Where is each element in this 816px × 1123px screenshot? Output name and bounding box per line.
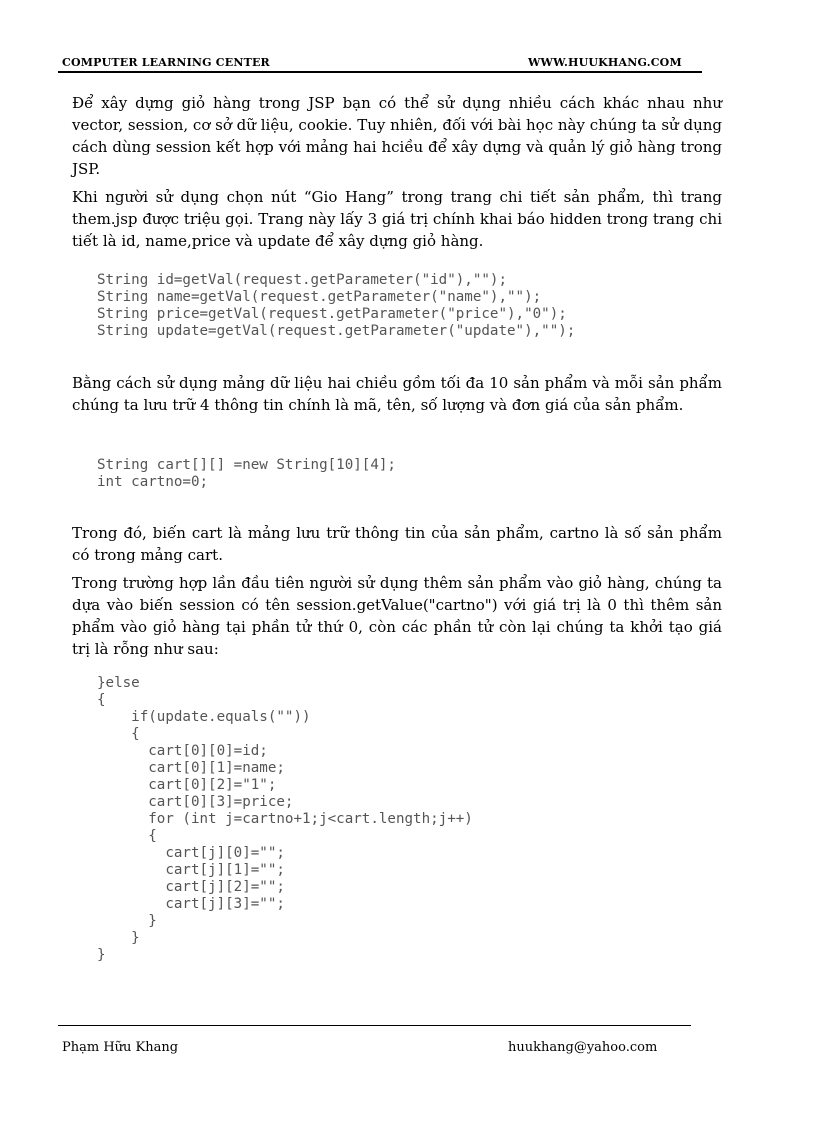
paragraph-intro: Để xây dựng giỏ hàng trong JSP bạn có thể sử dụng nhiều cách khác nhau như vector, session, cơ sở dữ liệu, cookie. Tuy nhiên, đối với bài học này chúng ta sử dụng cách dùng session kết hợp với mảng hai hciều để xây dựng và quản lý giỏ hàng trong JSP. bbox=[72, 94, 722, 178]
paragraph-array: Bằng cách sử dụng mảng dữ liệu hai chiều gồm tối đa 10 sản phẩm và mỗi sản phẩm chúng ta lưu trữ 4 thông tin chính là mã, tên, số lượng và đơn giá của sản phẩm. bbox=[72, 374, 722, 414]
header-website: WWW.HUUKHANG.COM bbox=[528, 56, 682, 69]
footer-email: huukhang@yahoo.com bbox=[508, 1040, 658, 1055]
code-block-init-cart: }else { if(update.equals("")) { cart[0][0]=id; cart[0][1]=name; cart[0][2]="1"; cart[0][3]=price; for (int j=cartno+1;j<cart.length;j++) { cart[j][0]=""; cart[j][1]=""; cart[j][2]=""; cart[j][3]=""; } } } bbox=[97, 675, 473, 963]
code-block-cart-array: String cart[][] =new String[10][4]; int cartno=0; bbox=[97, 457, 396, 490]
footer-author: Phạm Hữu Khang bbox=[62, 1040, 179, 1055]
footer-divider bbox=[58, 1025, 691, 1026]
header-title: COMPUTER LEARNING CENTER bbox=[62, 56, 270, 69]
page-header bbox=[62, 56, 702, 72]
code-block-get-params: String id=getVal(request.getParameter("id"),""); String name=getVal(request.getParameter("name"),""); String price=getVal(request.getParameter("price"),"0"); String update=getVal(request.getParameter("update"),""); bbox=[97, 272, 576, 339]
header-divider bbox=[58, 71, 702, 73]
paragraph-gio-hang: Khi người sử dụng chọn nút “Gio Hang” trong trang chi tiết sản phẩm, thì trang them.jsp được triệu gọi. Trang này lấy 3 giá trị chính khai báo hidden trong trang chi tiết là id, name,price và update để xây dựng giỏ hàng. bbox=[72, 188, 722, 250]
paragraph-first-add: Trong trường hợp lần đầu tiên người sử dụng thêm sản phẩm vào giỏ hàng, chúng ta dựa vào biến session có tên session.getValue("cartno") với giá trị là 0 thì thêm sản phẩm vào giỏ hàng tại phần tử thứ 0, còn các phần tử còn lại chúng ta khởi tạo giá trị là rỗng như sau: bbox=[72, 574, 722, 658]
paragraph-cart-variable: Trong đó, biến cart là mảng lưu trữ thông tin của sản phẩm, cartno là số sản phẩm có trong mảng cart. bbox=[72, 524, 722, 564]
